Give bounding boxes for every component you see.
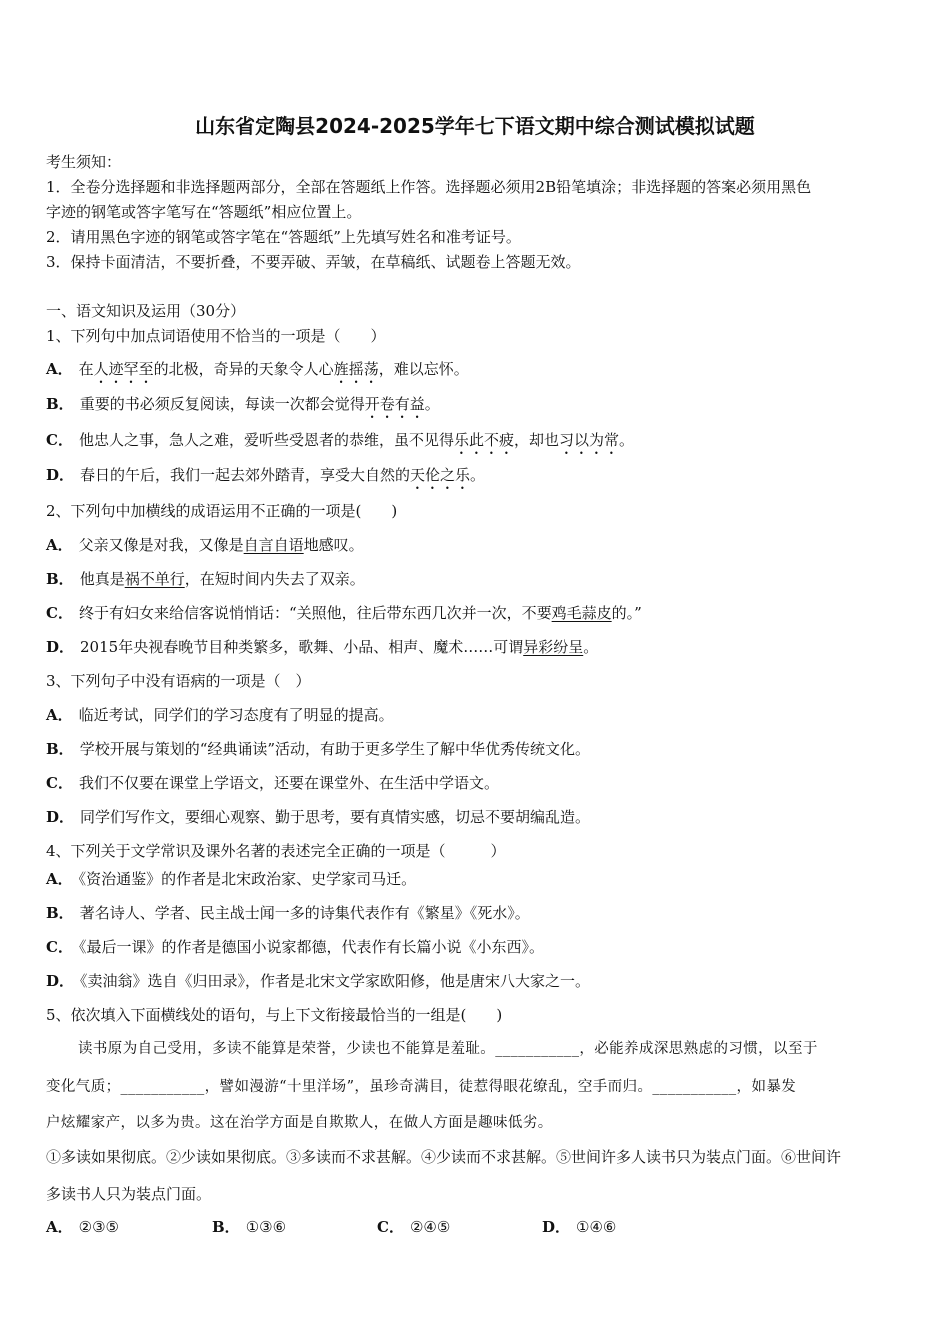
option-letter: B．	[46, 570, 74, 588]
option-text: ①④⑥	[576, 1218, 617, 1236]
option-text: 他真是	[79, 570, 125, 588]
option-letter: A．	[46, 870, 73, 888]
q4-option-b	[46, 902, 530, 924]
dotted-word: 开卷有益	[364, 395, 425, 413]
passage-line-1	[78, 1038, 818, 1060]
q3-option-b	[46, 738, 590, 760]
option-letter: B．	[46, 740, 74, 758]
option-letter: B．	[46, 904, 74, 922]
option-letter: D．	[46, 638, 75, 656]
q4-option-c	[46, 936, 544, 958]
option-text: 在	[78, 360, 94, 378]
option-text: 。	[424, 395, 440, 413]
option-text: 我们不仅要在课堂上学语文，还要在课堂外、在生活中学语文。	[78, 774, 499, 792]
fill-blank: ___________	[495, 1041, 580, 1057]
option-text: 学校开展与策划的“经典诵读”活动，有助于更多学生了解中华优秀传统文化。	[79, 740, 591, 758]
dotted-word: 人迹罕至	[93, 360, 154, 378]
option-text: ，在短时间内失去了双亲。	[184, 570, 365, 588]
option-text: 2015年央视春晚节目种类繁多，歌舞、小品、相声、魔术……可谓	[80, 638, 524, 656]
q5-option-c	[377, 1216, 450, 1238]
option-text: 春日的午后，我们一起去郊外踏青，享受大自然的	[80, 466, 411, 484]
notice-item-3: 3．保持卡面清洁，不要折叠，不要弄破、弄皱，在草稿纸、试题卷上答题无效。	[46, 253, 581, 271]
option-letter: A．	[46, 1218, 73, 1236]
passage-text: ，譬如漫游“十里洋场”，虽珍奇满目，徒惹得眼花缭乱，空手而归。	[204, 1079, 653, 1095]
q1-option-d	[46, 464, 485, 493]
question-1-stem: 1、下列句中加点词语使用不恰当的一项是（ ）	[46, 327, 386, 345]
option-text: 临近考试，同学们的学习态度有了明显的提高。	[78, 706, 394, 724]
dotted-word: 旌摇荡	[333, 360, 379, 378]
option-text: 的北极，奇异的天象令人心	[153, 360, 334, 378]
option-letter: A．	[46, 536, 73, 554]
q3-option-d	[46, 806, 590, 828]
dotted-word: 习以为常	[559, 431, 620, 449]
dotted-word: 乐此不疲	[453, 431, 514, 449]
option-letter: B．	[212, 1218, 240, 1236]
q2-option-b	[46, 568, 365, 590]
q2-option-d	[46, 636, 598, 658]
passage-text: ，必能养成深思熟虑的习惯，以至于	[579, 1041, 818, 1057]
q5-statements-line-2: 多读书人只为装点门面。	[46, 1185, 212, 1203]
option-text: 《最后一课》的作者是德国小说家都德，代表作有长篇小说《小东西》。	[78, 938, 544, 956]
q2-option-c	[46, 602, 642, 624]
notice-item-1-line-1: 1．全卷分选择题和非选择题两部分，全部在答题纸上作答。选择题必须用2B铅笔填涂；非选择题的答案必须用黑色	[46, 178, 812, 196]
option-text: 。	[583, 638, 599, 656]
underlined-idiom: 自言自语	[243, 536, 304, 554]
underlined-idiom: 异彩纷呈	[523, 638, 584, 656]
underlined-idiom: 鸡毛蒜皮	[551, 604, 612, 622]
notice-heading: 考生须知：	[46, 153, 122, 171]
option-letter: B．	[46, 395, 74, 413]
question-5-stem: 5、依次填入下面横线处的语句，与上下文衔接最恰当的一组是( )	[46, 1006, 503, 1024]
option-letter: D．	[46, 808, 75, 826]
option-text: 父亲又像是对我，又像是	[78, 536, 244, 554]
option-text: ，却也	[513, 431, 559, 449]
notice-item-2: 2．请用黑色字迹的钢笔或答字笔在“答题纸”上先填写姓名和准考证号。	[46, 228, 521, 246]
option-text: 重要的书必须反复阅读，每读一次都会觉得	[79, 395, 365, 413]
passage-line-3: 户炫耀家产，以多为贵。这在治学方面是自欺欺人，在做人方面是趣味低劣。	[46, 1115, 553, 1131]
option-text: ②③⑤	[78, 1218, 119, 1236]
question-2-stem: 2、下列句中加横线的成语运用不正确的一项是( )	[46, 502, 398, 520]
option-letter: C．	[46, 774, 73, 792]
option-text: 同学们写作文，要细心观察、勤于思考，要有真情实感，切忌不要胡编乱造。	[80, 808, 591, 826]
option-text: 终于有妇女来给信客说悄悄话：“关照他，往后带东西几次并一次，不要	[78, 604, 552, 622]
option-text: 《资治通鉴》的作者是北宋政治家、史学家司马迁。	[78, 870, 417, 888]
question-4-stem: 4、下列关于文学常识及课外名著的表述完全正确的一项是（ ）	[46, 842, 506, 860]
q1-option-a	[46, 358, 469, 387]
option-text: 著名诗人、学者、民主战士闻一多的诗集代表作有《繁星》《死水》。	[79, 904, 530, 922]
option-letter: D．	[46, 972, 75, 990]
q5-statements-line-1: ①多读如果彻底。②少读如果彻底。③多读而不求甚解。④少读而不求甚解。⑤世间许多人读书只为装点门面。⑥世间许	[46, 1148, 842, 1166]
q1-option-b	[46, 393, 440, 422]
underlined-idiom: 祸不单行	[124, 570, 185, 588]
passage-text: ，如暴发	[736, 1079, 797, 1095]
option-text: ②④⑤	[409, 1218, 451, 1236]
option-letter: C．	[46, 604, 73, 622]
passage-text: 读书原为自己受用，多读不能算是荣誉，少读也不能算是羞耻。	[78, 1041, 496, 1057]
notice-item-1-line-2: 字迹的钢笔或答字笔写在“答题纸”相应位置上。	[46, 203, 362, 221]
q5-option-b	[212, 1216, 286, 1238]
q4-option-d	[46, 970, 590, 992]
question-3-stem: 3、下列句子中没有语病的一项是（ ）	[46, 672, 311, 690]
dotted-word: 天伦之乐	[410, 466, 471, 484]
option-text: ，难以忘怀。	[378, 360, 469, 378]
option-text: 他忠人之事，急人之难，爱听些受恩者的恭维，虽不见得	[78, 431, 454, 449]
passage-line-2	[46, 1076, 796, 1098]
fill-blank: ___________	[120, 1079, 205, 1095]
section-heading: 一、语文知识及运用（30分）	[46, 302, 246, 320]
option-text: ①③⑥	[245, 1218, 287, 1236]
fill-blank: ___________	[652, 1079, 737, 1095]
q2-option-a	[46, 534, 364, 556]
option-letter: D．	[46, 466, 75, 484]
option-text: 。	[619, 431, 635, 449]
option-letter: C．	[46, 431, 73, 449]
q3-option-a	[46, 704, 394, 726]
option-letter: D．	[542, 1218, 571, 1236]
option-text: 地感叹。	[303, 536, 364, 554]
passage-text: 变化气质；	[46, 1079, 121, 1095]
q5-option-a	[46, 1216, 119, 1238]
option-text: 。	[470, 466, 486, 484]
option-letter: A．	[46, 706, 73, 724]
option-letter: A．	[46, 360, 73, 378]
q5-option-d	[542, 1216, 616, 1238]
option-letter: C．	[377, 1218, 404, 1236]
q4-option-a	[46, 868, 416, 890]
option-text: 的。”	[611, 604, 642, 622]
option-text: 《卖油翁》选自《归田录》，作者是北宋文学家欧阳修，他是唐宋八大家之一。	[80, 972, 591, 990]
q1-option-c	[46, 429, 634, 458]
option-letter: C．	[46, 938, 73, 956]
page-title: 山东省定陶县2024-2025学年七下语文期中综合测试模拟试题	[195, 114, 755, 138]
q3-option-c	[46, 772, 499, 794]
